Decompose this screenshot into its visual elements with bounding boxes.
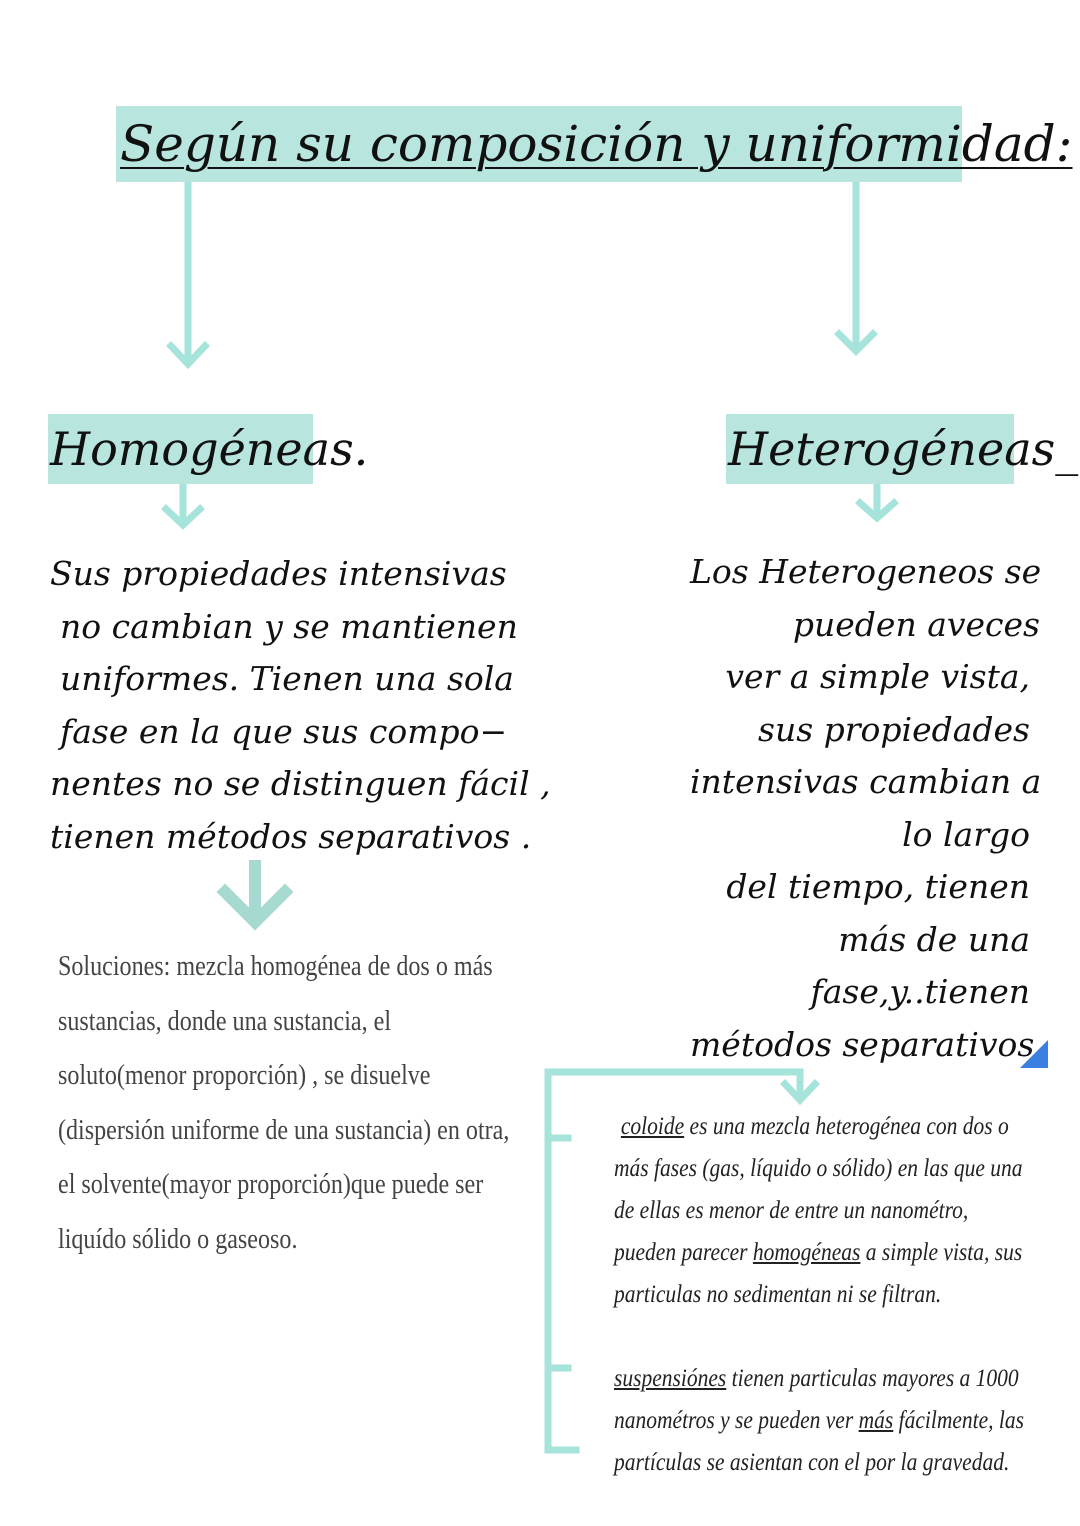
text-line: particulas no sedimentan ni se filtran. [614,1281,942,1308]
text-line: Sus propiedades intensivas [50,554,507,593]
text-line: nentes no se distinguen fácil , [50,764,551,803]
text-line: no cambian y se mantienen [60,606,518,646]
suspensiones-term: suspensiónes [614,1365,727,1392]
text-line: de ellas es menor de entre un nanométro, [614,1197,969,1224]
text-line: nanométros y se pueden ver más fácilmente, las [614,1407,1025,1434]
text-line: partículas se asientan con el por la gravedad. [614,1449,1010,1476]
suspensiones-note [614,1358,1027,1484]
text-line: Soluciones: mezcla homogénea de dos o más [58,951,493,982]
text-line: del tiempo, tienen [726,867,1030,906]
homogeneas-term: homogéneas [752,1239,861,1266]
soluciones-note [58,940,510,1267]
text-line: sustancias, donde una sustancia, el [58,1005,392,1037]
text-line: liquído sólido o gaseoso. [58,1223,298,1255]
text-line: tienen métodos separativos . [50,816,532,856]
text-line: pueden aveces [792,604,1040,644]
text-line: más de una [838,919,1030,959]
page-title: Según su composición y uniformidad: [116,106,962,182]
coloide-term: coloide [620,1113,685,1140]
text-line: fase,y..tienen [810,972,1030,1011]
heading-heterogeneas: Heterogéneas_ [726,414,1014,484]
text-line: suspensiónes tienen particulas mayores a 1000 [614,1365,1019,1392]
homogeneas-description [50,548,551,863]
text-line: (dispersión uniforme de una sustancia) en otra, [58,1114,510,1146]
text-line: sus propiedades [758,709,1030,749]
coloide-note [614,1106,1027,1316]
text-line: más fases (gas, líquido o sólido) en las que una [614,1155,1023,1182]
text-line: el solvente(mayor proporción)que puede ser [58,1169,484,1200]
text-line: lo largo [902,814,1030,854]
heterogeneas-description [690,546,1042,1071]
heading-homogeneas: Homogéneas. [48,414,313,484]
text-line: fase en la que sus compo− [60,711,508,751]
text-line: soluto(menor proporción) , se disuelve [58,1060,431,1091]
text-line: coloide es una mezcla heterogénea con dos o [620,1113,1009,1140]
text-line: Los Heterogeneos se [690,552,1042,591]
text-line: ver a simple vista, [725,657,1030,696]
mas-term: más [858,1407,894,1434]
text-line: métodos separativos [690,1024,1035,1064]
text-line: intensivas cambian a [690,762,1042,801]
text-line: pueden parecer homogéneas a simple vista, sus [614,1239,1023,1266]
text-line: uniformes. Tienen una sola [60,659,514,698]
